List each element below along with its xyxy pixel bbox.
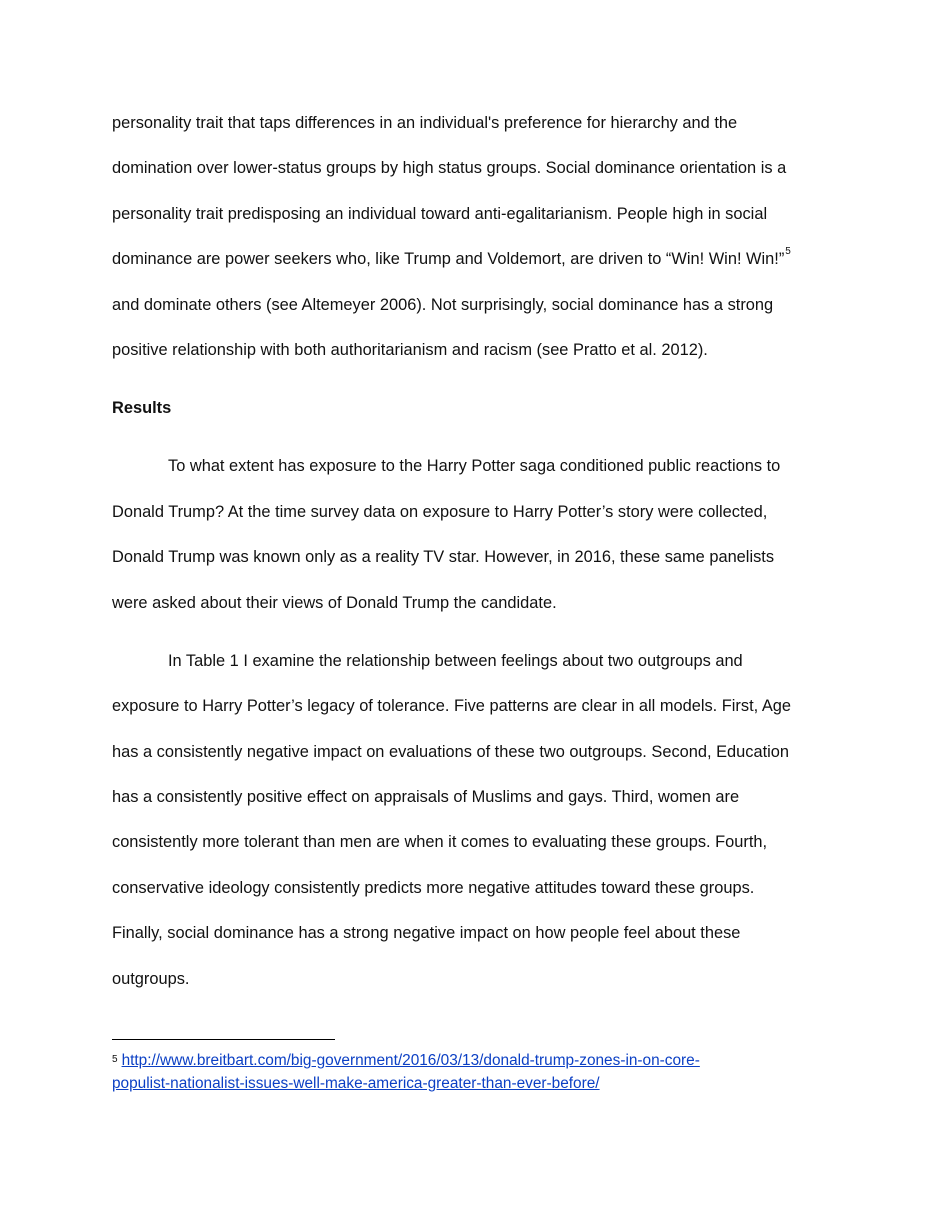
body-text-line: exposure to Harry Potter’s legacy of tolerance. Five patterns are clear in all models. First, Age [112, 697, 792, 715]
body-text-line: personality trait that taps differences in an individual's preference for hierarchy and the [112, 114, 738, 132]
section-heading-results: Results [112, 399, 172, 417]
body-text-line: were asked about their views of Donald Trump the candidate. [112, 594, 557, 612]
footnote-number: 5 [112, 1054, 118, 1065]
body-text-line-with-footnote [112, 246, 791, 269]
body-text-line: outgroups. [112, 970, 190, 988]
footnote [112, 1051, 700, 1071]
footnote-continuation [112, 1074, 600, 1094]
body-text-line: has a consistently negative impact on evaluations of these two outgroups. Second, Education [112, 743, 789, 761]
body-text-line: consistently more tolerant than men are when it comes to evaluating these groups. Fourth, [112, 833, 768, 851]
footnote-link[interactable]: populist-nationalist-issues-well-make-america-greater-than-ever-before/ [112, 1075, 600, 1092]
footnote-separator [112, 1039, 335, 1040]
body-text-line: Donald Trump was known only as a reality TV star. However, in 2016, these same panelists [112, 548, 775, 566]
body-text-line: In Table 1 I examine the relationship between feelings about two outgroups and [168, 652, 743, 670]
body-text-line: personality trait predisposing an individual toward anti-egalitarianism. People high in social [112, 205, 768, 223]
body-text-line: Donald Trump? At the time survey data on exposure to Harry Potter’s story were collected, [112, 503, 768, 521]
body-text-line: domination over lower-status groups by high status groups. Social dominance orientation is a [112, 159, 787, 177]
footnote-link[interactable]: http://www.breitbart.com/big-government/2016/03/13/donald-trump-zones-in-on-core- [121, 1052, 700, 1069]
footnote-reference[interactable]: 5 [785, 246, 791, 257]
body-text-line: conservative ideology consistently predicts more negative attitudes toward these groups. [112, 879, 755, 897]
body-text-line: and dominate others (see Altemeyer 2006). Not surprisingly, social dominance has a strong [112, 296, 774, 314]
body-text-line: To what extent has exposure to the Harry Potter saga conditioned public reactions to [168, 457, 781, 475]
body-text-line: has a consistently positive effect on appraisals of Muslims and gays. Third, women are [112, 788, 740, 806]
body-text-line: positive relationship with both authoritarianism and racism (see Pratto et al. 2012). [112, 341, 708, 359]
body-text-fragment: dominance are power seekers who, like Trump and Voldemort, are driven to “Win! Win! Win!” [112, 250, 785, 268]
body-text-line: Finally, social dominance has a strong negative impact on how people feel about these [112, 924, 741, 942]
